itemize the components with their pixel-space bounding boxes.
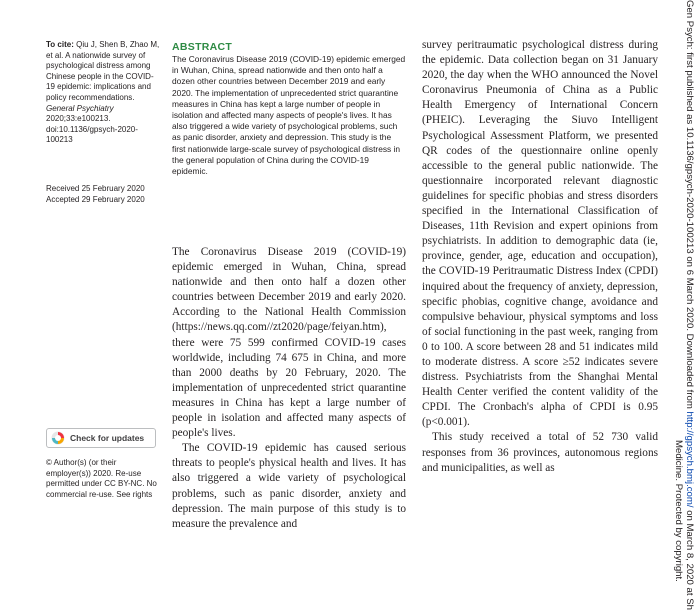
abstract-heading: ABSTRACT	[172, 41, 233, 53]
journal-name: General Psychiatry	[46, 103, 114, 113]
journal-link[interactable]: http://gpsych.bmj.com/	[684, 411, 695, 508]
paragraph-text: The Coronavirus Disease 2019 (COVID-19) epidemic emerged in Wuhan, China, spread nationwide and then onto half a dozen other countries between December 2019 and early 2020. According to the National Health Commission (	[172, 246, 406, 334]
body-column-left	[172, 245, 406, 532]
download-notice	[673, 0, 695, 610]
check-for-updates-button[interactable]	[46, 428, 156, 448]
license-text: © Author(s) (or their employer(s)) 2020. Re-use permitted under CC BY-NC. No commercial re-use. See rights	[46, 458, 157, 499]
crossmark-icon	[51, 431, 65, 445]
check-for-updates-label: Check for updates	[70, 433, 145, 443]
volume-doi: 2020;33:e100213. doi:10.1136/gpsych-2020-100213	[46, 114, 138, 145]
dates-block	[46, 184, 160, 205]
news-link[interactable]: https://news.qq.com//zt2020/page/feiyan.htm	[175, 321, 381, 334]
citation-block	[46, 40, 160, 146]
copyright-notice: Medicine. Protected by copyright.	[673, 440, 684, 582]
paragraph	[172, 245, 406, 441]
notice-text: Gen Psych: first published as 10.1136/gpsych-2020-100213 on 6 March 2020. Downloaded from	[684, 0, 695, 412]
paragraph-text: ), there were 75 599 confirmed COVID-19 cases worldwide, including 74 675 in China, and more than 2000 deaths by 20 February, 2020. The implementation of unprecedented strict quarantine measures in China has kept a large number of people in isolation and affected many aspects of people's lives.	[172, 321, 406, 440]
received-date: Received 25 February 2020	[46, 184, 145, 193]
abstract	[172, 40, 406, 177]
paragraph: survey peritraumatic psychological distress during the epidemic. Data collection began on 31 January 2020, the day when the WHO announced the Novel Coronavirus Pneumonia of China as a Public Health Emergency of International Concern (PHEIC). Leveraging the Siuvo Intelligent Psychological Assessment Platform, we presented QR codes of the questionnaire online openly accessible to the general public nationwide. The questionnaire incorporated relevant diagnostic guidelines for specific phobias and stress disorders specified in the International Classification of Diseases, 11th Revision and expert opinions from psychiatrists. In addition to demographic data (ie, province, gender, age, education and occupation), the COVID-19 Peritraumatic Distress Index (CPDI) inquired about the frequency of anxiety, depression, specific phobias, cognitive change, avoidance and compulsive behaviour, physical symptoms and loss of social functioning in the past week, ranging from 0 to 100. A score between 28 and 51 indicates mild to moderate distress. A score ≥52 indicates severe distress. Psychiatrists from the Shanghai Mental Health Center verified the content validity of the CPDI. The Cronbach's alpha of CPDI is 0.95 (p<0.001).	[422, 39, 658, 429]
cite-text: Qiu J, Shen B, Zhao M, et al. A nationwide survey of psychological distress among Chinese people in the COVID-19 epidemic: implications and policy recommendations.	[46, 40, 160, 102]
accepted-date: Accepted 29 February 2020	[46, 194, 145, 204]
paragraph: The COVID-19 epidemic has caused serious threats to people's physical health and lives. It has also triggered a wide variety of psychological problems, such as panic disorder, anxiety and depression. The main purpose of this study is to measure the prevalence and	[172, 442, 406, 530]
cite-label: To cite:	[46, 40, 74, 49]
notice-text: on March 8, 2020 at Sh	[684, 507, 695, 610]
body-column-right	[422, 38, 658, 476]
paragraph: This study received a total of 52 730 valid responses from 36 provinces, autonomous regions and municipalities, as well as	[422, 431, 658, 474]
abstract-body: The Coronavirus Disease 2019 (COVID-19) epidemic emerged in Wuhan, China, spread nationwide and then onto half a dozen other countries between December 2019 and early 2020. The implementation of unprecedented strict quarantine measures in China has kept a large number of people in isolation and affected many aspects of people's lives. It has also triggered a wide variety of psychological problems, such as panic disorder, anxiety and depression. This study is the first nationwide large-scale survey of psychological distress in the general population of China during the COVID-19 epidemic.	[172, 54, 406, 177]
